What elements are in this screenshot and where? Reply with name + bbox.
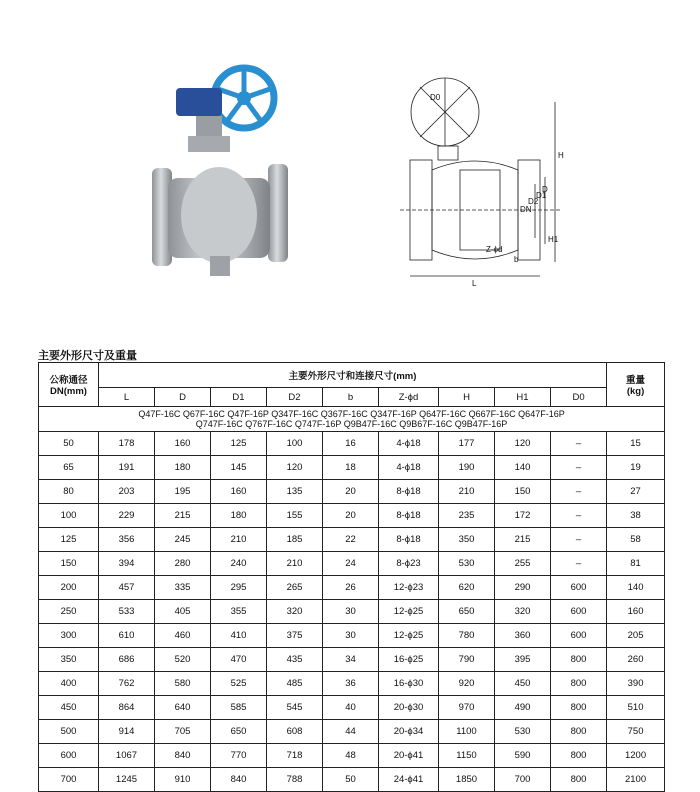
table-row bbox=[39, 552, 665, 576]
table-cell: 788 bbox=[267, 768, 323, 792]
table-cell: 140 bbox=[607, 576, 665, 600]
table-cell: 16-ϕ30 bbox=[379, 672, 439, 696]
table-cell: 686 bbox=[99, 648, 155, 672]
table-cell: 48 bbox=[323, 744, 379, 768]
table-cell: – bbox=[551, 480, 607, 504]
table-row bbox=[39, 504, 665, 528]
table-cell: 705 bbox=[155, 720, 211, 744]
table-row bbox=[39, 624, 665, 648]
table-cell: 500 bbox=[39, 720, 99, 744]
table-row bbox=[39, 576, 665, 600]
table-row bbox=[39, 528, 665, 552]
table-cell: 800 bbox=[551, 648, 607, 672]
table-cell: 205 bbox=[607, 624, 665, 648]
table-cell: 80 bbox=[39, 480, 99, 504]
table-cell: 700 bbox=[39, 768, 99, 792]
table-cell: 780 bbox=[439, 624, 495, 648]
table-cell: 12-ϕ23 bbox=[379, 576, 439, 600]
table-cell: 485 bbox=[267, 672, 323, 696]
col-d1: D1 bbox=[211, 388, 267, 407]
table-cell: 360 bbox=[495, 624, 551, 648]
table-cell: 580 bbox=[155, 672, 211, 696]
table-cell: 320 bbox=[267, 600, 323, 624]
col-b: b bbox=[323, 388, 379, 407]
table-cell: 460 bbox=[155, 624, 211, 648]
table-cell: 16-ϕ25 bbox=[379, 648, 439, 672]
table-cell: 840 bbox=[155, 744, 211, 768]
table-cell: 4-ϕ18 bbox=[379, 432, 439, 456]
table-cell: 160 bbox=[607, 600, 665, 624]
table-cell: 210 bbox=[439, 480, 495, 504]
table-cell: 50 bbox=[39, 432, 99, 456]
section-title: 主要外形尺寸及重量 bbox=[38, 350, 137, 362]
table-cell: 58 bbox=[607, 528, 665, 552]
table-cell: 15 bbox=[607, 432, 665, 456]
table-cell: 245 bbox=[155, 528, 211, 552]
valve-body-icon bbox=[152, 164, 288, 276]
table-cell: 394 bbox=[99, 552, 155, 576]
table-cell: 125 bbox=[39, 528, 99, 552]
label-b: b bbox=[514, 255, 519, 264]
table-cell: 140 bbox=[495, 456, 551, 480]
table-cell: 608 bbox=[267, 720, 323, 744]
table-cell: 178 bbox=[99, 432, 155, 456]
table-cell: 450 bbox=[495, 672, 551, 696]
table-cell: 191 bbox=[99, 456, 155, 480]
table-cell: 44 bbox=[323, 720, 379, 744]
table-cell: 20-ϕ41 bbox=[379, 744, 439, 768]
table-row bbox=[39, 480, 665, 504]
table-cell: 590 bbox=[495, 744, 551, 768]
table-cell: 375 bbox=[267, 624, 323, 648]
table-cell: 200 bbox=[39, 576, 99, 600]
table-cell: 585 bbox=[211, 696, 267, 720]
table-cell: 8-ϕ18 bbox=[379, 480, 439, 504]
table-cell: 26 bbox=[323, 576, 379, 600]
dimension-table bbox=[38, 362, 665, 792]
table-cell: 155 bbox=[267, 504, 323, 528]
table-cell: 210 bbox=[267, 552, 323, 576]
table-cell: 65 bbox=[39, 456, 99, 480]
table-cell: 250 bbox=[39, 600, 99, 624]
table-cell: 24-ϕ41 bbox=[379, 768, 439, 792]
model-list bbox=[39, 407, 665, 432]
label-l: L bbox=[472, 279, 477, 288]
table-cell: 22 bbox=[323, 528, 379, 552]
table-cell: 30 bbox=[323, 600, 379, 624]
table-cell: 800 bbox=[551, 744, 607, 768]
table-cell: 120 bbox=[267, 456, 323, 480]
col-d2: D2 bbox=[267, 388, 323, 407]
table-cell: 40 bbox=[323, 696, 379, 720]
table-cell: 1100 bbox=[439, 720, 495, 744]
label-h: H bbox=[558, 151, 564, 160]
table-cell: 1245 bbox=[99, 768, 155, 792]
table-cell: 20-ϕ34 bbox=[379, 720, 439, 744]
table-cell: 400 bbox=[39, 672, 99, 696]
table-cell: 180 bbox=[211, 504, 267, 528]
table-cell: 8-ϕ23 bbox=[379, 552, 439, 576]
table-cell: 1200 bbox=[607, 744, 665, 768]
table-cell: 125 bbox=[211, 432, 267, 456]
table-cell: 30 bbox=[323, 624, 379, 648]
table-cell: 470 bbox=[211, 648, 267, 672]
table-row bbox=[39, 768, 665, 792]
model-line-1: Q47F-16C Q67F-16C Q47F-16P Q347F-16C Q367F-16C Q347F-16P Q647F-16C Q667F-16C Q647F-16P bbox=[138, 409, 565, 419]
table-cell: 620 bbox=[439, 576, 495, 600]
table-cell: 229 bbox=[99, 504, 155, 528]
table-row bbox=[39, 648, 665, 672]
table-cell: 355 bbox=[211, 600, 267, 624]
table-cell: 970 bbox=[439, 696, 495, 720]
table-cell: 18 bbox=[323, 456, 379, 480]
table-cell: 350 bbox=[439, 528, 495, 552]
table-cell: 320 bbox=[495, 600, 551, 624]
valve-photo bbox=[140, 60, 300, 290]
table-cell: 160 bbox=[211, 480, 267, 504]
table-cell: 800 bbox=[551, 768, 607, 792]
table-cell: 520 bbox=[155, 648, 211, 672]
col-zd: Z-ϕd bbox=[379, 388, 439, 407]
table-cell: 610 bbox=[99, 624, 155, 648]
table-cell: 8-ϕ18 bbox=[379, 528, 439, 552]
col-l: L bbox=[99, 388, 155, 407]
label-dn: DN bbox=[520, 205, 532, 214]
label-d0: D0 bbox=[430, 93, 441, 102]
table-cell: – bbox=[551, 504, 607, 528]
table-cell: 762 bbox=[99, 672, 155, 696]
table-cell: 2100 bbox=[607, 768, 665, 792]
table-cell: 38 bbox=[607, 504, 665, 528]
table-cell: 530 bbox=[495, 720, 551, 744]
table-cell: 185 bbox=[267, 528, 323, 552]
table-cell: 1150 bbox=[439, 744, 495, 768]
table-cell: 20 bbox=[323, 504, 379, 528]
table-cell: 600 bbox=[39, 744, 99, 768]
table-cell: 215 bbox=[155, 504, 211, 528]
table-cell: 335 bbox=[155, 576, 211, 600]
table-row bbox=[39, 432, 665, 456]
table-cell: 100 bbox=[267, 432, 323, 456]
group-header: 主要外形尺寸和连接尺寸(mm) bbox=[99, 363, 607, 388]
table-cell: 1850 bbox=[439, 768, 495, 792]
table-cell: 910 bbox=[155, 768, 211, 792]
table-cell: 145 bbox=[211, 456, 267, 480]
table-cell: – bbox=[551, 552, 607, 576]
table-cell: 395 bbox=[495, 648, 551, 672]
table-row bbox=[39, 456, 665, 480]
table-cell: 290 bbox=[495, 576, 551, 600]
table-cell: 81 bbox=[607, 552, 665, 576]
col-d: D bbox=[155, 388, 211, 407]
table-cell: – bbox=[551, 432, 607, 456]
table-cell: 180 bbox=[155, 456, 211, 480]
weight-header: 重量 (kg) bbox=[607, 363, 665, 407]
table-cell: 172 bbox=[495, 504, 551, 528]
col-h: H bbox=[439, 388, 495, 407]
label-d: D bbox=[542, 185, 548, 194]
table-cell: – bbox=[551, 456, 607, 480]
table-row bbox=[39, 744, 665, 768]
table-cell: 390 bbox=[607, 672, 665, 696]
table-cell: 195 bbox=[155, 480, 211, 504]
table-cell: 920 bbox=[439, 672, 495, 696]
model-line-2: Q747F-16C Q767F-16C Q747F-16P Q9B47F-16C Q9B67F-16C Q9B47F-16P bbox=[195, 419, 508, 429]
table-cell: 19 bbox=[607, 456, 665, 480]
table-cell: 100 bbox=[39, 504, 99, 528]
table-cell: 203 bbox=[99, 480, 155, 504]
table-cell: 490 bbox=[495, 696, 551, 720]
table-cell: 350 bbox=[39, 648, 99, 672]
table-cell: 4-ϕ18 bbox=[379, 456, 439, 480]
table-cell: 750 bbox=[607, 720, 665, 744]
table-cell: 545 bbox=[267, 696, 323, 720]
table-cell: 20 bbox=[323, 480, 379, 504]
label-h1: H1 bbox=[548, 235, 559, 244]
table-cell: 235 bbox=[439, 504, 495, 528]
table-cell: 1067 bbox=[99, 744, 155, 768]
table-cell: 718 bbox=[267, 744, 323, 768]
table-cell: 800 bbox=[551, 720, 607, 744]
column-header-row bbox=[39, 388, 665, 407]
table-cell: 120 bbox=[495, 432, 551, 456]
table-cell: 640 bbox=[155, 696, 211, 720]
table-cell: 24 bbox=[323, 552, 379, 576]
label-d2: D2 bbox=[528, 197, 539, 206]
table-cell: 135 bbox=[267, 480, 323, 504]
table-cell: 12-ϕ25 bbox=[379, 600, 439, 624]
table-cell: 770 bbox=[211, 744, 267, 768]
table-cell: 405 bbox=[155, 600, 211, 624]
table-cell: 177 bbox=[439, 432, 495, 456]
table-cell: 255 bbox=[495, 552, 551, 576]
table-cell: 530 bbox=[439, 552, 495, 576]
table-cell: 150 bbox=[39, 552, 99, 576]
table-cell: 457 bbox=[99, 576, 155, 600]
table-row bbox=[39, 672, 665, 696]
table-cell: 27 bbox=[607, 480, 665, 504]
table-cell: 600 bbox=[551, 600, 607, 624]
table-cell: 150 bbox=[495, 480, 551, 504]
table-cell: 525 bbox=[211, 672, 267, 696]
table-cell: 864 bbox=[99, 696, 155, 720]
table-cell: 650 bbox=[211, 720, 267, 744]
table-cell: 34 bbox=[323, 648, 379, 672]
table-cell: 800 bbox=[551, 696, 607, 720]
table-cell: 12-ϕ25 bbox=[379, 624, 439, 648]
gearbox-icon bbox=[176, 88, 222, 116]
table-cell: 240 bbox=[211, 552, 267, 576]
table-row bbox=[39, 600, 665, 624]
table-cell: 50 bbox=[323, 768, 379, 792]
table-cell: 280 bbox=[155, 552, 211, 576]
table-row bbox=[39, 696, 665, 720]
table-cell: 295 bbox=[211, 576, 267, 600]
table-cell: 790 bbox=[439, 648, 495, 672]
table-cell: 600 bbox=[551, 624, 607, 648]
table-cell: 210 bbox=[211, 528, 267, 552]
table-row bbox=[39, 720, 665, 744]
table-cell: 650 bbox=[439, 600, 495, 624]
dn-header: 公称通径 DN(mm) bbox=[39, 363, 99, 407]
col-d0: D0 bbox=[551, 388, 607, 407]
table-cell: 510 bbox=[607, 696, 665, 720]
table-cell: 215 bbox=[495, 528, 551, 552]
table-cell: 190 bbox=[439, 456, 495, 480]
table-cell: 8-ϕ18 bbox=[379, 504, 439, 528]
table-cell: 265 bbox=[267, 576, 323, 600]
table-cell: 914 bbox=[99, 720, 155, 744]
table-cell: 800 bbox=[551, 672, 607, 696]
table-cell: 840 bbox=[211, 768, 267, 792]
table-cell: 533 bbox=[99, 600, 155, 624]
table-cell: 700 bbox=[495, 768, 551, 792]
valve-dimension-drawing bbox=[390, 62, 575, 292]
table-cell: 600 bbox=[551, 576, 607, 600]
table-cell: 450 bbox=[39, 696, 99, 720]
table-cell: 160 bbox=[155, 432, 211, 456]
table-cell: 356 bbox=[99, 528, 155, 552]
table-cell: 16 bbox=[323, 432, 379, 456]
table-cell: 410 bbox=[211, 624, 267, 648]
table-cell: 300 bbox=[39, 624, 99, 648]
label-d1: D1 bbox=[536, 191, 547, 200]
table-cell: 435 bbox=[267, 648, 323, 672]
handwheel-icon bbox=[214, 68, 274, 128]
col-h1: H1 bbox=[495, 388, 551, 407]
table-cell: – bbox=[551, 528, 607, 552]
table-cell: 260 bbox=[607, 648, 665, 672]
label-zd: Z-ϕd bbox=[486, 245, 503, 254]
table-cell: 36 bbox=[323, 672, 379, 696]
table-cell: 20-ϕ30 bbox=[379, 696, 439, 720]
